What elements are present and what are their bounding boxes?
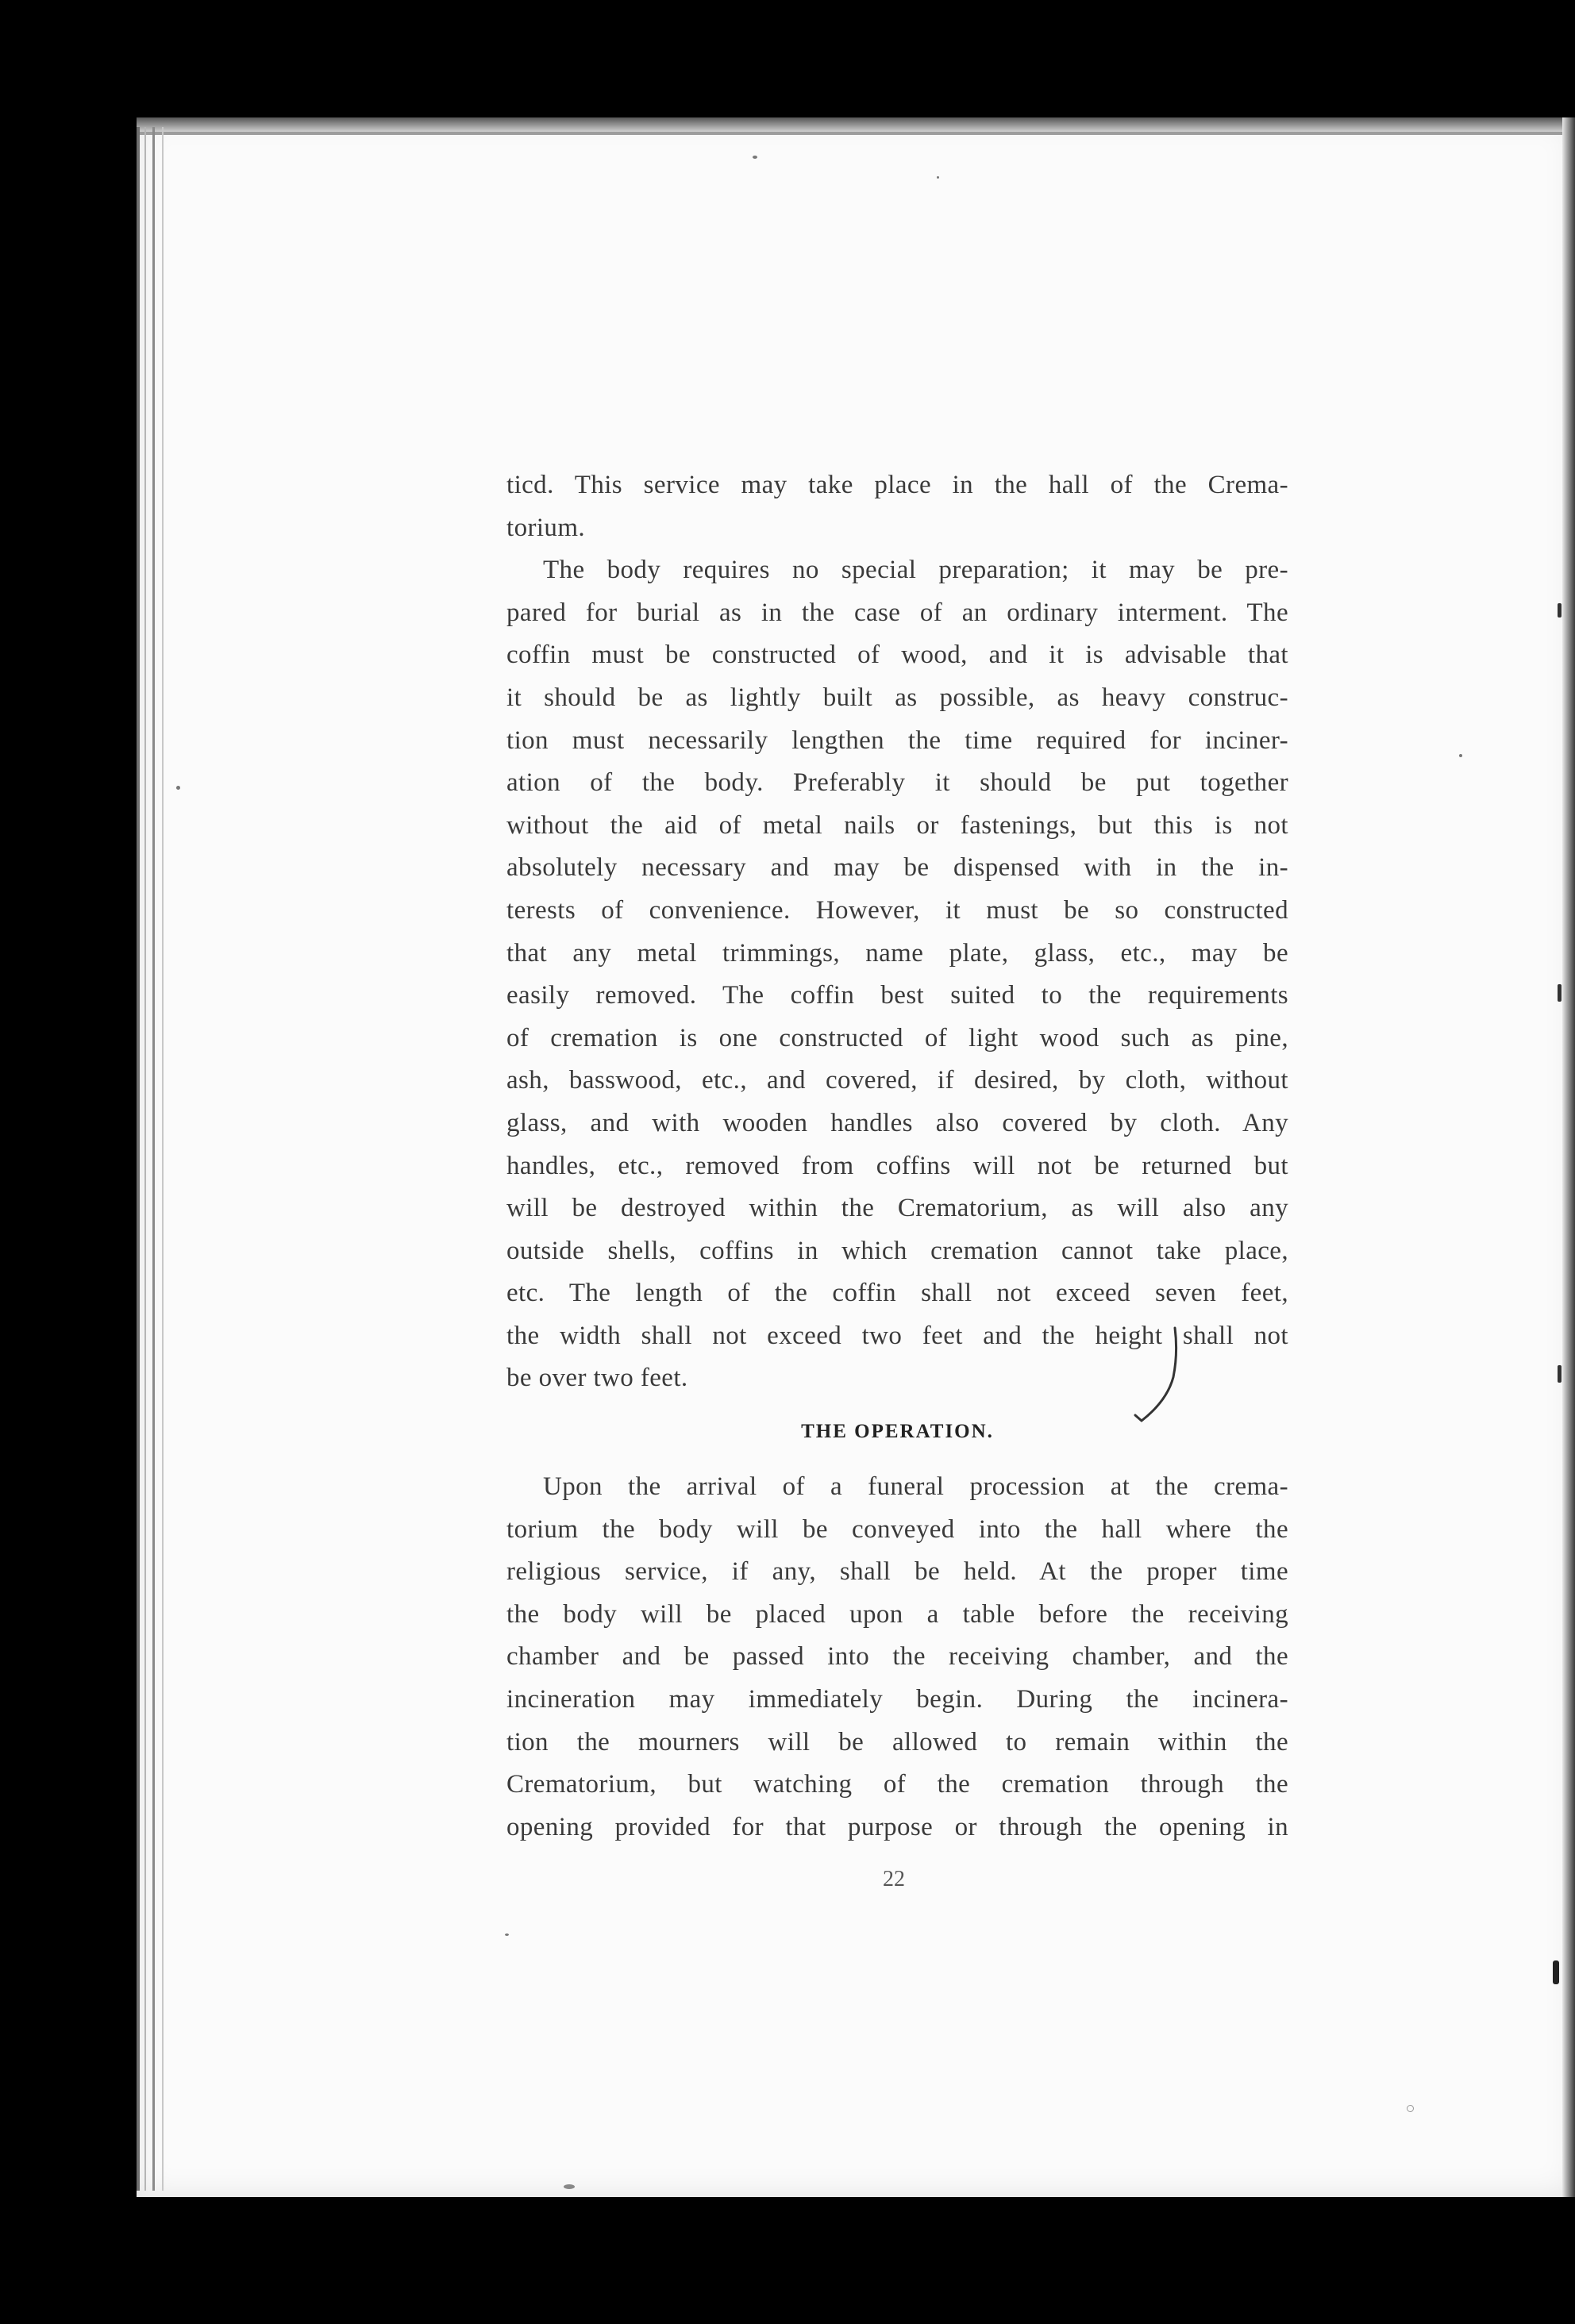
- text-line: it should be as lightly built as possible, as heavy construc-: [506, 683, 1288, 712]
- pencil-annotation-mark: [1127, 1322, 1207, 1433]
- body-text-top: [506, 464, 1288, 1400]
- body-text-bottom: [506, 1466, 1288, 1849]
- text-line: torium.: [506, 513, 586, 542]
- text-line: the width shall not exceed two feet and the height shall not: [506, 1321, 1288, 1350]
- page-top-edge-line: [137, 132, 1575, 135]
- text-line: glass, and with wooden handles also covered by cloth. Any: [506, 1108, 1288, 1137]
- text-line: ation of the body. Preferably it should be put together: [506, 768, 1288, 798]
- text-line: tion must necessarily lengthen the time required for inciner-: [506, 725, 1288, 755]
- text-line: easily removed. The coffin best suited to the requirements: [506, 981, 1288, 1010]
- text-line: Upon the arrival of a funeral procession at the crema-: [543, 1472, 1288, 1501]
- scan-speck: [1459, 754, 1462, 757]
- text-line: opening provided for that purpose or through the opening in: [506, 1812, 1288, 1841]
- scan-speck: [1558, 603, 1562, 618]
- text-line: incineration may immediately begin. During the incinera-: [506, 1684, 1288, 1714]
- scan-speck: [1407, 2105, 1414, 2112]
- text-line: ash, basswood, etc., and covered, if desired, by cloth, without: [506, 1066, 1288, 1095]
- section-heading: THE OPERATION.: [801, 1421, 994, 1442]
- text-line: torium the body will be conveyed into the hall where the: [506, 1514, 1288, 1544]
- text-line: that any metal trimmings, name plate, glass, etc., may be: [506, 938, 1288, 968]
- binding-edge-line: [144, 127, 146, 2191]
- page-top-edge: [137, 117, 1575, 132]
- scan-speck: [1558, 984, 1562, 1002]
- text-line: coffin must be constructed of wood, and it is advisable that: [506, 641, 1288, 670]
- scan-speck: [505, 1933, 509, 1936]
- text-line: terests of convenience. However, it must be so constructed: [506, 895, 1288, 925]
- text-line: ticd. This service may take place in the hall of the Crema-: [506, 471, 1288, 499]
- text-line: chamber and be passed into the receiving chamber, and the: [506, 1642, 1288, 1672]
- text-line: outside shells, coffins in which cremation cannot take place,: [506, 1236, 1288, 1265]
- text-line: religious service, if any, shall be held. At the proper time: [506, 1557, 1288, 1587]
- binding-edge-line: [162, 127, 164, 2191]
- page-number: 22: [883, 1867, 905, 1891]
- scan-speck: [1553, 1960, 1559, 1984]
- text-line: the body will be placed upon a table before the receiving: [506, 1599, 1288, 1629]
- scan-speck: [564, 2184, 575, 2189]
- text-line: of cremation is one constructed of light wood such as pine,: [506, 1023, 1288, 1052]
- text-line: absolutely necessary and may be dispensed with in the in-: [506, 853, 1288, 883]
- scan-speck: [1558, 1365, 1562, 1383]
- text-line: without the aid of metal nails or fastenings, but this is not: [506, 810, 1288, 840]
- text-line: handles, etc., removed from coffins will not be returned but: [506, 1151, 1288, 1180]
- text-line: Crematorium, but watching of the cremation through the: [506, 1770, 1288, 1799]
- text-line: The body requires no special preparation; it may be pre-: [543, 556, 1288, 585]
- scan-speck: [753, 156, 757, 159]
- scan-speck: [937, 176, 939, 179]
- text-line: pared for burial as in the case of an ordinary interment. The: [506, 598, 1288, 627]
- binding-edge-line: [137, 127, 140, 2191]
- binding-edge-line: [152, 127, 155, 2191]
- text-line: be over two feet.: [506, 1364, 688, 1393]
- page-right-edge: [1562, 117, 1575, 2197]
- text-line: tion the mourners will be allowed to remain within the: [506, 1727, 1288, 1756]
- text-line: etc. The length of the coffin shall not exceed seven feet,: [506, 1279, 1288, 1308]
- text-line: will be destroyed within the Crematorium, as will also any: [506, 1194, 1288, 1223]
- scan-speck: [176, 786, 180, 790]
